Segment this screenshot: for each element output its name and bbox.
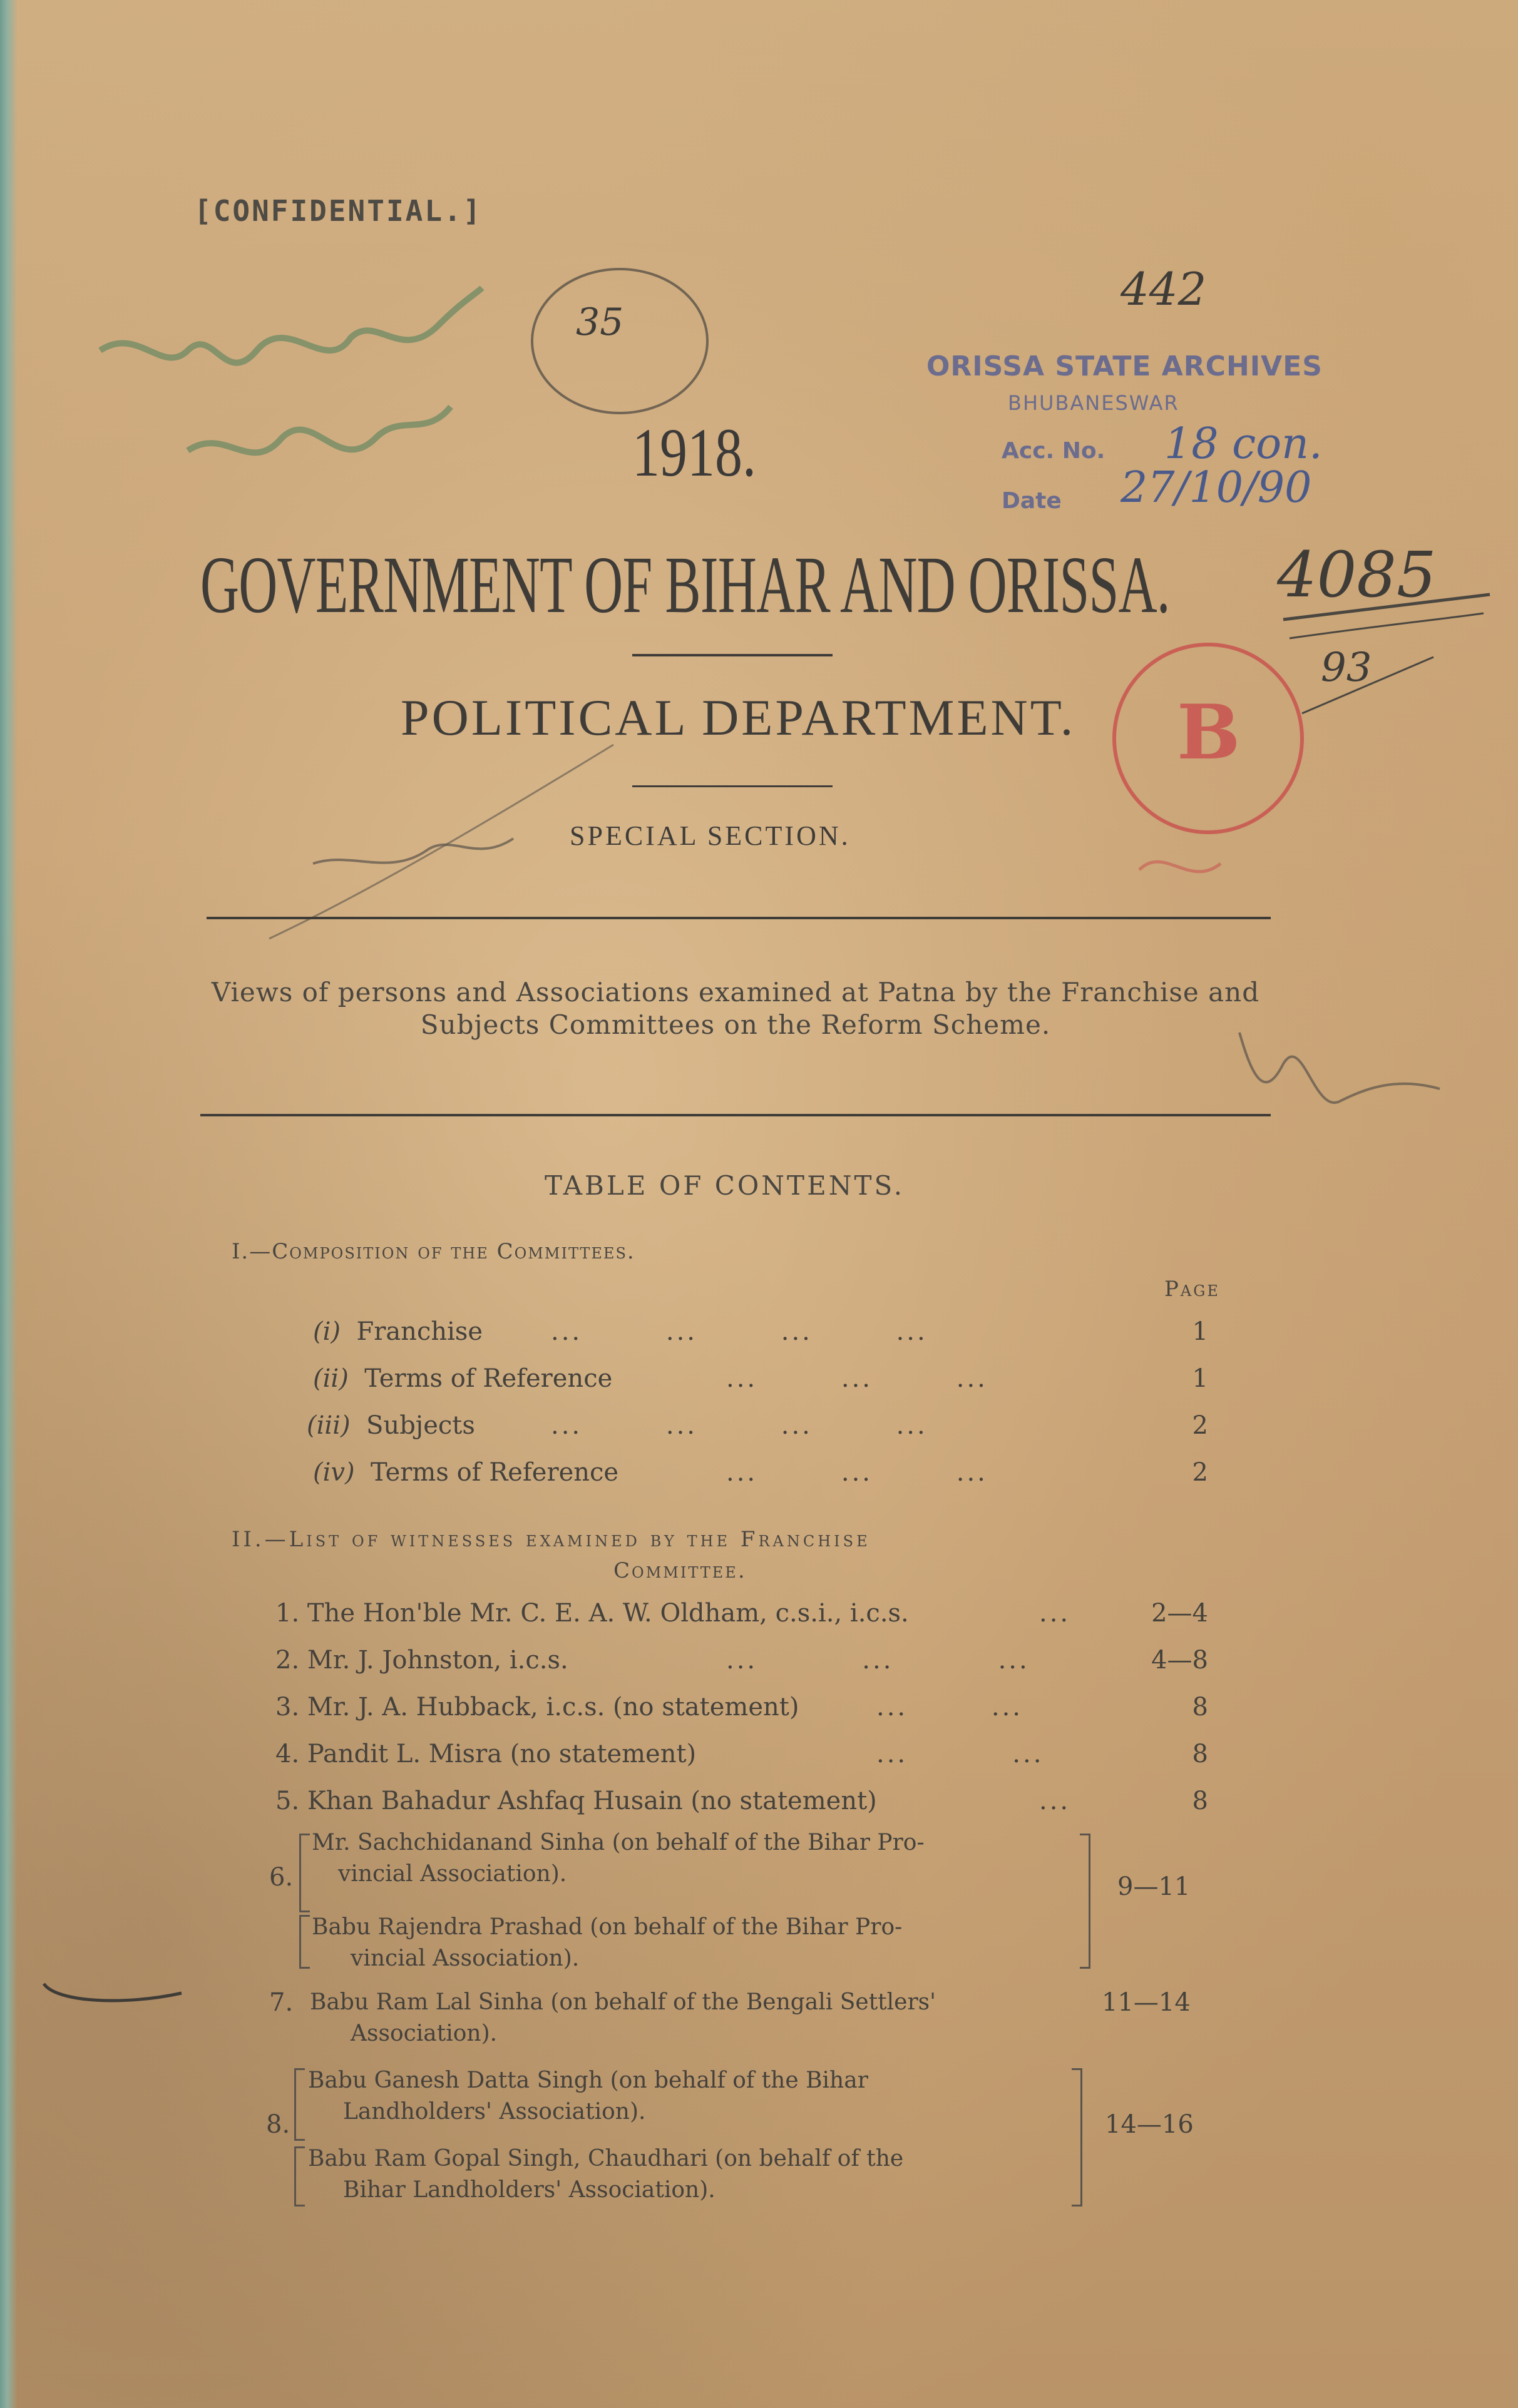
toc-item-num: (ii)	[313, 1364, 349, 1393]
archive-stamp-date-value: 27/10/90	[1121, 463, 1312, 513]
toc-item-num: 2.	[275, 1646, 300, 1675]
toc-leader-dots: ... ... ...	[726, 1364, 988, 1393]
toc-item-label: Mr. J. Johnston, i.c.s.	[307, 1646, 568, 1675]
toc-item7-num: 7.	[269, 1988, 294, 2017]
toc-item	[275, 1740, 1252, 1775]
toc-item6-num: 6.	[269, 1863, 294, 1892]
toc-section2-title: II.—List of witnesses examined by the Franchise	[232, 1527, 871, 1552]
toc-item-label: Khan Bahadur Ashfaq Husain (no statement)	[307, 1787, 877, 1815]
toc-item-label: Terms of Reference	[364, 1364, 613, 1393]
toc-item-page: 8	[1192, 1787, 1208, 1815]
toc-item8-a-line1: Babu Ganesh Datta Singh (on behalf of the Bihar	[308, 2068, 868, 2093]
toc-item	[313, 1317, 1252, 1352]
toc-leader-dots: ... ...	[876, 1740, 1044, 1768]
toc-leader-dots: ...	[1039, 1599, 1071, 1628]
toc-item	[275, 1693, 1252, 1728]
toc-item-label: Mr. J. A. Hubback, i.c.s. (no statement)	[307, 1693, 799, 1722]
toc-item7-page: 11—14	[1102, 1988, 1191, 2017]
toc-brace	[299, 1915, 310, 1969]
toc-item8-b-line2: Bihar Landholders' Association).	[343, 2177, 715, 2203]
toc-item-label: Subjects	[366, 1411, 475, 1440]
toc-leader-dots: ... ... ... ...	[551, 1317, 928, 1346]
toc-brace	[1072, 2068, 1082, 2206]
toc-item-label: Franchise	[356, 1317, 483, 1346]
toc-item8-page: 14—16	[1105, 2110, 1194, 2139]
toc-item	[313, 1458, 1252, 1493]
document-year: 1918.	[632, 414, 756, 491]
toc-item-label: Terms of Reference	[371, 1458, 619, 1487]
toc-item8-a-line2: Landholders' Association).	[343, 2099, 646, 2125]
toc-item8-b-line1: Babu Ram Gopal Singh, Chaudhari (on behalf of the	[308, 2146, 904, 2171]
toc-leader-dots: ... ...	[876, 1693, 1023, 1722]
toc-item-num: (iv)	[313, 1458, 355, 1487]
toc-item-page: 8	[1192, 1740, 1208, 1768]
archive-stamp-acc-label: Acc. No.	[1002, 438, 1105, 464]
toc-item-num: (i)	[313, 1317, 341, 1346]
divider-rule	[200, 1114, 1271, 1116]
toc-item6-a-line2: vincial Association).	[338, 1861, 567, 1887]
handwritten-number-93: 93	[1321, 645, 1372, 691]
toc-item-page: 2	[1192, 1458, 1208, 1487]
handwritten-ref-number: 442	[1121, 263, 1207, 315]
toc-item-label: Pandit L. Misra (no statement)	[307, 1740, 697, 1768]
archive-stamp-acc-value: 18 con.	[1164, 419, 1323, 469]
toc-item-num: (iii)	[307, 1411, 351, 1440]
toc-item-page: 8	[1192, 1693, 1208, 1722]
toc-brace	[1080, 1834, 1090, 1969]
toc-item-page: 1	[1192, 1364, 1208, 1393]
divider-rule	[632, 785, 833, 787]
toc-item	[275, 1787, 1252, 1822]
toc-item-num: 3.	[275, 1693, 300, 1722]
government-title: GOVERNMENT OF BIHAR AND ORISSA.	[200, 540, 1170, 630]
toc-section1-title: I.—Composition of the Committees.	[232, 1239, 635, 1264]
toc-brace	[299, 1834, 310, 1912]
toc-page-header: Page	[1164, 1277, 1220, 1302]
toc-leader-dots: ...	[1039, 1787, 1071, 1815]
toc-leader-dots: ... ... ... ...	[551, 1411, 928, 1440]
toc-item6-a-line1: Mr. Sachchidanand Sinha (on behalf of the Bihar Pro-	[312, 1830, 925, 1855]
toc-item-num: 4.	[275, 1740, 300, 1768]
toc-leader-dots: ... ... ...	[726, 1458, 988, 1487]
divider-rule	[632, 654, 833, 656]
toc-item	[307, 1411, 1252, 1446]
toc-item-page: 4—8	[1151, 1646, 1208, 1675]
confidential-label: [CONFIDENTIAL.]	[194, 194, 483, 228]
toc-item8-num: 8.	[266, 2110, 290, 2139]
toc-item6-b-line1: Babu Rajendra Prashad (on behalf of the Bihar Pro-	[312, 1914, 903, 1940]
toc-item	[313, 1364, 1252, 1399]
section-title: SPECIAL SECTION.	[570, 820, 851, 851]
toc-item-page: 2—4	[1151, 1599, 1208, 1628]
department-title: POLITICAL DEPARTMENT.	[401, 689, 1076, 746]
toc-title: TABLE OF CONTENTS.	[545, 1170, 905, 1201]
toc-item6-b-line2: vincial Association).	[351, 1946, 580, 1971]
archive-stamp-date-label: Date	[1002, 488, 1062, 514]
document-description: Views of persons and Associations examined at Patna by the Franchise and Subjects Committees on the Reform Scheme.	[211, 977, 1260, 1040]
toc-item7-line1: Babu Ram Lal Sinha (on behalf of the Bengali Settlers'	[310, 1989, 936, 2015]
divider-rule	[207, 917, 1271, 919]
toc-item6-page: 9—11	[1117, 1872, 1191, 1901]
toc-item	[275, 1599, 1252, 1634]
toc-item	[275, 1646, 1252, 1681]
toc-item-num: 1.	[275, 1599, 300, 1628]
handwritten-file-number: 4085	[1277, 538, 1437, 611]
toc-leader-dots: ... ... ...	[726, 1646, 1030, 1675]
red-circled-letter: B	[1177, 688, 1241, 777]
toc-item7-line2: Association).	[351, 2021, 498, 2046]
toc-item-label: The Hon'ble Mr. C. E. A. W. Oldham, c.s.i., i.c.s.	[307, 1599, 909, 1628]
toc-brace	[294, 2146, 305, 2206]
archive-stamp-line1: ORISSA STATE ARCHIVES	[926, 350, 1323, 382]
toc-brace	[294, 2068, 305, 2141]
handwritten-circled-number: 35	[576, 300, 624, 344]
toc-item-page: 1	[1192, 1317, 1208, 1346]
archive-stamp-line2: BHUBANESWAR	[1008, 391, 1179, 415]
toc-section2-title-cont: Committee.	[613, 1558, 747, 1583]
toc-item-page: 2	[1192, 1411, 1208, 1440]
toc-item-num: 5.	[275, 1787, 300, 1815]
